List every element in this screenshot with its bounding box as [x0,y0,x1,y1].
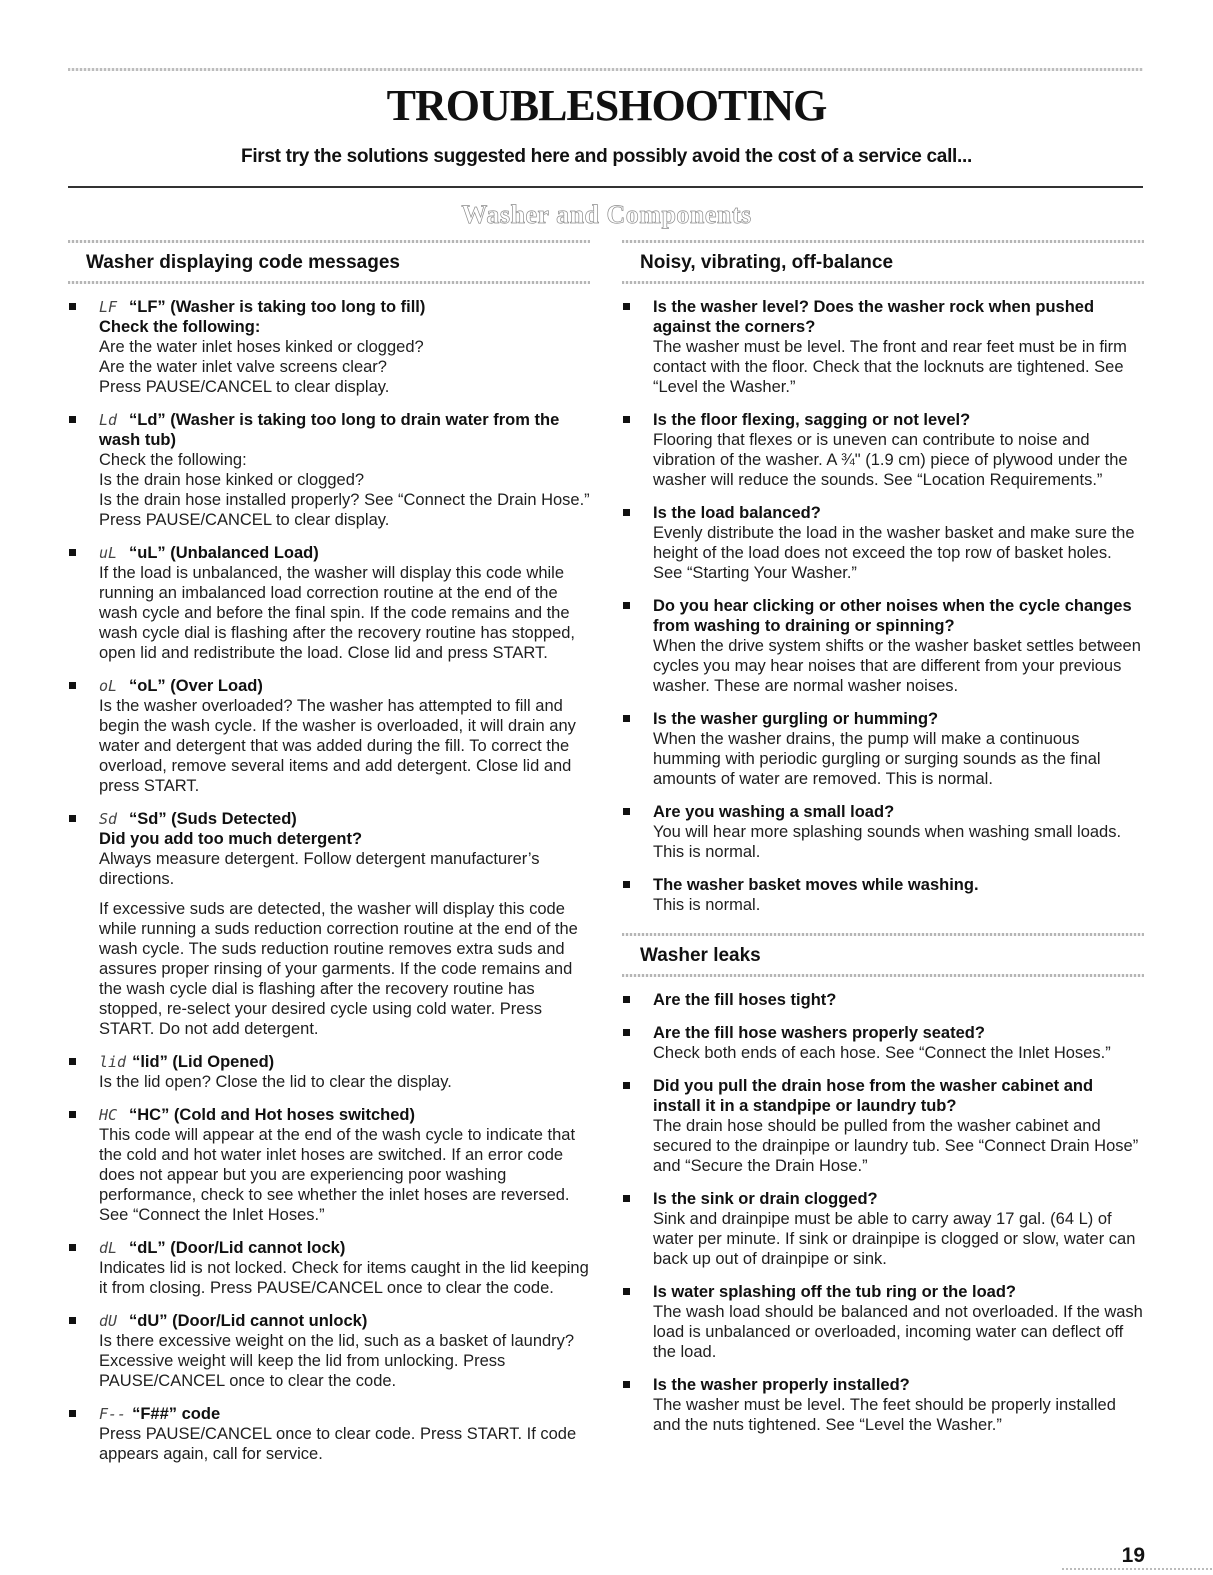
item-title: “HC” (Cold and Hot hoses switched) [129,1106,416,1124]
item-text: Sink and drainpipe must be able to carry away 17 gal. (64 L) of water per minute. If sink or drainpipe is clogged or slow, water can back up out of drainpipe or sink. [653,1210,1136,1268]
left-heading: Washer displaying code messages [86,252,400,273]
item-text: Is the washer overloaded? The washer has attempted to fill and begin the wash cycle. If the washer is overloaded, it will drain any water and detergent that was added during the fill. To correct the overload, remove several items and add detergent. Close lid and press START. [99,697,576,795]
item-text: This code will appear at the end of the wash cycle to indicate that the cold and hot water inlet hoses are switched. If an error code does not appear but you are experiencing poor washing performance, check to see whether the inlet hoses are reversed. See “Connect the Inlet Hoses.” [99,1126,576,1224]
item-title: Is the load balanced? [653,504,821,522]
item-text: Did you add too much detergent? [99,830,363,848]
page-subtitle: First try the solutions suggested here and possibly avoid the cost of a service call... [241,146,972,167]
item-text: If the load is unbalanced, the washer will display this code while running an imbalanced load correction routine at the end of the wash cycle and before the final spin. If the code remains and the wash cycle dial is flashing after the recovery routine has stopped, open lid and redistribute the load. Close lid and press START. [99,564,576,662]
list-item [68,1404,590,1464]
list-item [622,1023,1144,1063]
list-item [68,410,590,530]
item-title: Are the fill hoses tight? [653,991,837,1009]
page-number: 19 [1121,1544,1145,1567]
list-item [68,1052,590,1092]
item-text: When the washer drains, the pump will make a continuous humming with periodic gurgling or surging sounds as the final amounts of water are removed. This is normal. [653,730,1101,788]
dotted-rule [622,240,1144,243]
list-item [622,503,1144,583]
list-item [622,410,1144,490]
dotted-rule [622,933,1144,936]
item-title: Did you pull the drain hose from the washer cabinet and install it in a standpipe or laundry tub? [653,1077,1094,1115]
dotted-rule [68,281,590,284]
item-text: Is there excessive weight on the lid, such as a basket of laundry? Excessive weight will keep the lid from unlocking. Press PAUSE/CANCEL once to clear the code. [99,1332,575,1390]
section-title: Washer and Components [461,200,752,229]
item-title: Is the sink or drain clogged? [653,1190,878,1208]
item-text: Press PAUSE/CANCEL to clear display. [99,378,390,396]
item-text: Are the water inlet hoses kinked or clogged? [99,338,424,356]
item-title: “dL” (Door/Lid cannot lock) [129,1239,346,1257]
dotted-rule [68,240,590,243]
list-item [68,1311,590,1391]
left-heading-band [68,238,590,284]
list-item [622,297,1144,397]
item-title: Is the washer properly installed? [653,1376,910,1394]
item-text: Flooring that flexes or is uneven can contribute to noise and vibration of the washer. A ¾" (1.9 cm) piece of plywood under the washer will reduce the sounds. See “Location Requirements.” [653,431,1128,489]
item-title: Is the washer level? Does the washer rock when pushed against the corners? [653,298,1095,336]
item-title: “dU” (Door/Lid cannot unlock) [129,1312,368,1330]
item-text: Indicates lid is not locked. Check for items caught in the lid keeping it from closing. Press PAUSE/CANCEL once to clear the code. [99,1259,589,1297]
list-item [622,1189,1144,1269]
right-heading-band [622,238,1144,284]
display-code-icon: F-- [99,1405,127,1423]
item-title: The washer basket moves while washing. [653,876,979,894]
top-dotted-rule [68,68,1143,71]
item-title: “lid” (Lid Opened) [132,1053,275,1071]
right-heading2-band [622,931,1144,977]
list-item [68,543,590,663]
item-title: “Ld” (Washer is taking too long to drain water from the wash tub) [99,411,560,449]
display-code-icon: dL [99,1239,118,1257]
dotted-rule [622,974,1144,977]
item-title: “oL” (Over Load) [129,677,263,695]
display-code-icon: lid [99,1053,127,1071]
noise-list [622,297,1144,915]
item-title: “LF” (Washer is taking too long to fill) [129,298,426,316]
right-column [622,238,1144,1435]
display-code-icon: Ld [99,411,118,429]
list-item [68,676,590,796]
item-text: Are the water inlet valve screens clear? [99,358,387,376]
item-text: Always measure detergent. Follow detergent manufacturer’s directions. [99,850,540,888]
list-item [622,1282,1144,1362]
item-text: The wash load should be balanced and not overloaded. If the wash load is unbalanced or overloaded, incoming water can deflect off the load. [653,1303,1143,1361]
display-code-icon: dU [99,1312,118,1330]
item-title: Is water splashing off the tub ring or the load? [653,1283,1017,1301]
list-item [622,596,1144,696]
item-title: Do you hear clicking or other noises when the cycle changes from washing to draining or spinning? [653,597,1132,635]
leaks-list [622,990,1144,1435]
list-item [68,1105,590,1225]
list-item [622,1076,1144,1176]
list-item [622,709,1144,789]
item-title: “F##” code [132,1405,221,1423]
item-text: This is normal. [653,896,761,914]
item-title: Is the washer gurgling or humming? [653,710,939,728]
right-heading-leaks: Washer leaks [640,945,761,966]
list-item [622,1375,1144,1435]
item-text: Evenly distribute the load in the washer basket and make sure the height of the load does not exceed the top row of basket holes. See “Starting Your Washer.” [653,524,1135,582]
item-title: “Sd” (Suds Detected) [129,810,297,828]
list-item [68,1238,590,1298]
list-item [68,297,590,397]
code-message-list [68,297,590,1464]
item-text: When the drive system shifts or the washer basket settles between cycles you may hear noises that are different from your previous washer. These are normal washer noises. [653,637,1141,695]
bottom-dotted-rule [1062,1568,1213,1570]
item-title: Are you washing a small load? [653,803,895,821]
item-text: Is the drain hose installed properly? See “Connect the Drain Hose.” Press PAUSE/CANCEL to clear display. [99,491,590,529]
item-title: Are the fill hose washers properly seated? [653,1024,985,1042]
item-text: Is the lid open? Close the lid to clear the display. [99,1073,452,1091]
display-code-icon: HC [99,1106,118,1124]
item-text: Is the drain hose kinked or clogged? [99,471,365,489]
item-title: Is the floor flexing, sagging or not level? [653,411,971,429]
page-title: TROUBLESHOOTING [386,81,827,130]
item-text: You will hear more splashing sounds when washing small loads. This is normal. [653,823,1122,861]
item-text: The washer must be level. The feet should be properly installed and the nuts tightened. See “Level the Washer.” [653,1396,1116,1434]
list-item [622,802,1144,862]
right-heading: Noisy, vibrating, off-balance [640,252,894,273]
display-code-icon: Sd [99,810,118,828]
item-text: If excessive suds are detected, the washer will display this code while running a suds reduction correction routine at the end of the wash cycle. The suds reduction routine removes extra suds and assures proper rinsing of your garments. If the code remains and the wash cycle dial is flashing after the recovery routine has stopped, re-select your desired cycle using cold water. Press START. Do not add detergent. [99,900,578,1038]
header-divider [68,186,1143,188]
item-text: Press PAUSE/CANCEL once to clear code. Press START. If code appears again, call for service. [99,1425,577,1463]
item-text: The washer must be level. The front and rear feet must be in firm contact with the floor. Check that the locknuts are tightened. See “Level the Washer.” [653,338,1127,396]
item-text: Check both ends of each hose. See “Connect the Inlet Hoses.” [653,1044,1111,1062]
list-item [622,875,1144,915]
dotted-rule [622,281,1144,284]
item-title: “uL” (Unbalanced Load) [129,544,319,562]
item-text: Check the following: [99,318,261,336]
display-code-icon: LF [99,298,118,316]
item-text: Check the following: [99,451,247,469]
list-item [68,809,590,1039]
list-item [622,990,1144,1010]
item-text: The drain hose should be pulled from the washer cabinet and secured to the drainpipe or laundry tub. See “Connect Drain Hose” and “Secure the Drain Hose.” [653,1117,1139,1175]
display-code-icon: oL [99,677,118,695]
left-column [68,238,590,1464]
display-code-icon: uL [99,544,118,562]
